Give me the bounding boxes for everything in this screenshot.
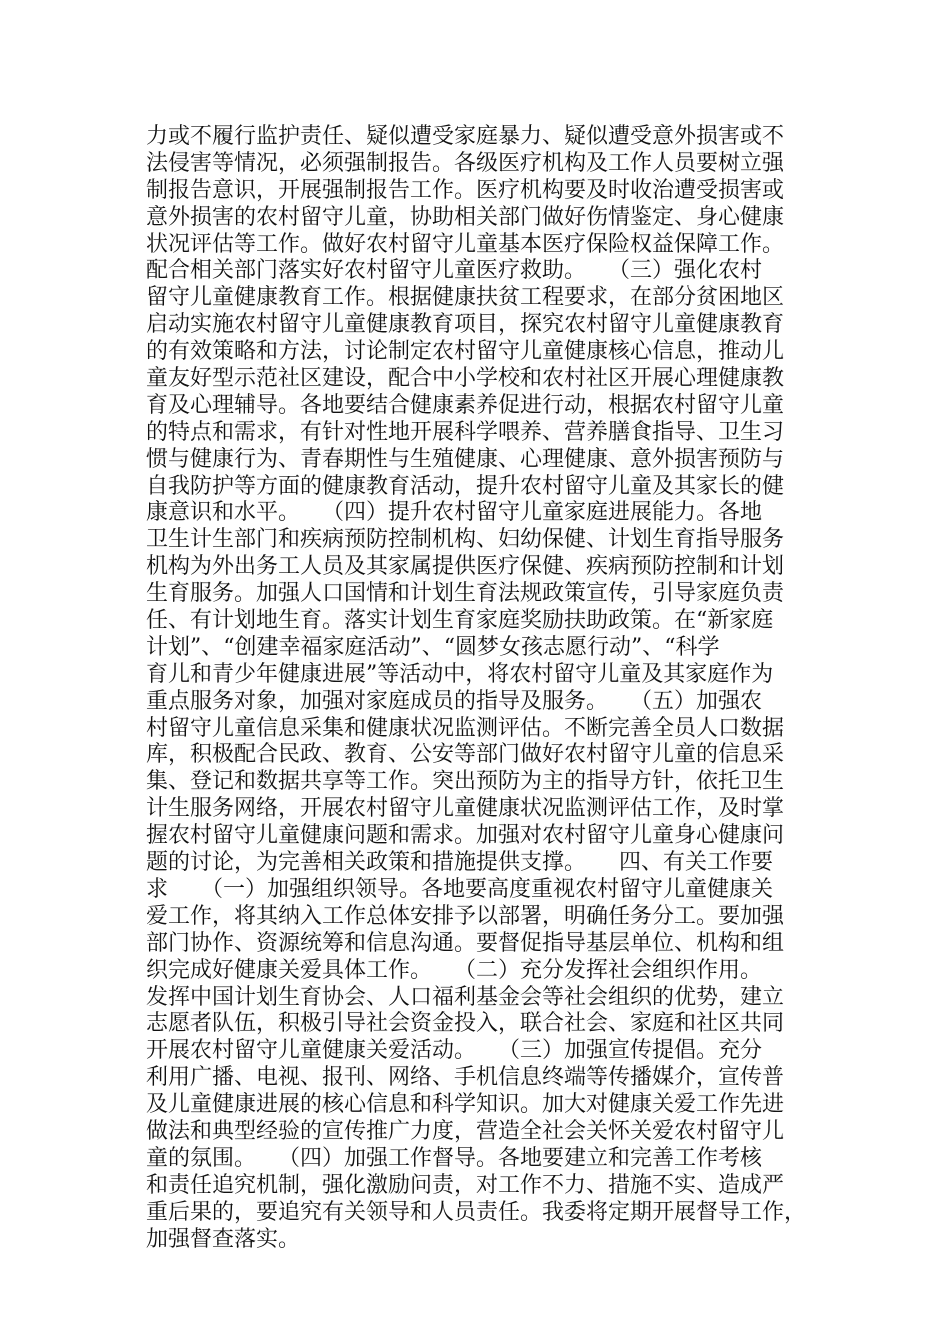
text-line: 的特点和需求，有针对性地开展科学喂养、营养膳食指导、卫生习	[146, 419, 785, 445]
text-line: 织完成好健康关爱具体工作。 （二）充分发挥社会组织作用。	[146, 957, 763, 983]
text-line: 发挥中国计划生育协会、人口福利基金会等社会组织的优势，建立	[146, 984, 785, 1010]
text-line: 力或不履行监护责任、疑似遭受家庭暴力、疑似遭受意外损害或不	[146, 124, 785, 149]
text-line: 童友好型示范社区建设，配合中小学校和农村社区开展心理健康教	[146, 366, 785, 392]
text-line: 利用广播、电视、报刊、网络、手机信息终端等传播媒介，宣传普	[146, 1065, 785, 1091]
text-line: 求 （一）加强组织领导。各地要高度重视农村留守儿童健康关	[146, 876, 774, 902]
text-line: 爱工作，将其纳入工作总体安排予以部署，明确任务分工。要加强	[146, 903, 785, 929]
text-line: 童的氛围。 （四）加强工作督导。各地要建立和完善工作考核	[146, 1145, 763, 1171]
text-line: 和责任追究机制，强化激励问责，对工作不力、措施不实、造成严	[146, 1172, 785, 1198]
text-line: 康意识和水平。 （四）提升农村留守儿童家庭进展能力。各地	[146, 500, 763, 526]
text-line: 育儿和青少年健康进展”等活动中，将农村留守儿童及其家庭作为	[146, 661, 774, 687]
text-line: 村留守儿童信息采集和健康状况监测评估。不断完善全员人口数据	[146, 715, 785, 741]
text-line: 状况评估等工作。做好农村留守儿童基本医疗保险权益保障工作。	[146, 231, 785, 257]
text-line: 配合相关部门落实好农村留守儿童医疗救助。 （三）强化农村	[146, 258, 763, 284]
text-line: 任、有计划地生育。落实计划生育家庭奖励扶助政策。在“新家庭	[146, 608, 774, 634]
text-line: 库，积极配合民政、教育、公安等部门做好农村留守儿童的信息采	[146, 742, 785, 768]
text-line: 生育服务。加强人口国情和计划生育法规政策宣传，引导家庭负责	[146, 581, 785, 607]
text-line: 计划”、“创建幸福家庭活动”、“圆梦女孩志愿行动”、“科学	[146, 634, 720, 660]
text-line: 意外损害的农村留守儿童，协助相关部门做好伤情鉴定、身心健康	[146, 204, 785, 230]
text-line: 集、登记和数据共享等工作。突出预防为主的指导方针，依托卫生	[146, 769, 785, 795]
text-line: 握农村留守儿童健康问题和需求。加强对农村留守儿童身心健康问	[146, 823, 785, 849]
text-line: 部门协作、资源统筹和信息沟通。要督促指导基层单位、机构和组	[146, 930, 785, 956]
text-line: 制报告意识，开展强制报告工作。医疗机构要及时收治遭受损害或	[146, 177, 785, 203]
document-body-text	[146, 124, 826, 1253]
text-line: 的有效策略和方法，讨论制定农村留守儿童健康核心信息，推动儿	[146, 339, 785, 365]
text-line: 计生服务网络，开展农村留守儿童健康状况监测评估工作，及时掌	[146, 796, 785, 822]
text-line: 留守儿童健康教育工作。根据健康扶贫工程要求，在部分贫困地区	[146, 285, 785, 311]
text-line: 法侵害等情况，必须强制报告。各级医疗机构及工作人员要树立强	[146, 150, 785, 176]
text-line: 育及心理辅导。各地要结合健康素养促进行动，根据农村留守儿童	[146, 392, 785, 418]
text-line: 做法和典型经验的宣传推广力度，营造全社会关怀关爱农村留守儿	[146, 1118, 785, 1144]
text-line: 志愿者队伍，积极引导社会资金投入，联合社会、家庭和社区共同	[146, 1011, 785, 1037]
text-line: 重点服务对象，加强对家庭成员的指导及服务。 （五）加强农	[146, 688, 763, 714]
text-line: 机构为外出务工人员及其家属提供医疗保健、疾病预防控制和计划	[146, 554, 785, 580]
text-line: 开展农村留守儿童健康关爱活动。 （三）加强宣传提倡。充分	[146, 1038, 763, 1064]
text-line: 重后果的，要追究有关领导和人员责任。我委将定期开展督导工作，	[146, 1199, 807, 1225]
text-line: 及儿童健康进展的核心信息和科学知识。加大对健康关爱工作先进	[146, 1092, 785, 1118]
text-line: 题的讨论，为完善相关政策和措施提供支撑。 四、有关工作要	[146, 850, 774, 876]
text-line: 惯与健康行为、青春期性与生殖健康、心理健康、意外损害预防与	[146, 446, 785, 472]
text-line: 启动实施农村留守儿童健康教育项目，探究农村留守儿童健康教育	[146, 312, 785, 338]
text-line: 卫生计生部门和疾病预防控制机构、妇幼保健、计划生育指导服务	[146, 527, 785, 553]
text-line: 加强督查落实。	[146, 1226, 301, 1252]
text-line: 自我防护等方面的健康教育活动，提升农村留守儿童及其家长的健	[146, 473, 785, 499]
